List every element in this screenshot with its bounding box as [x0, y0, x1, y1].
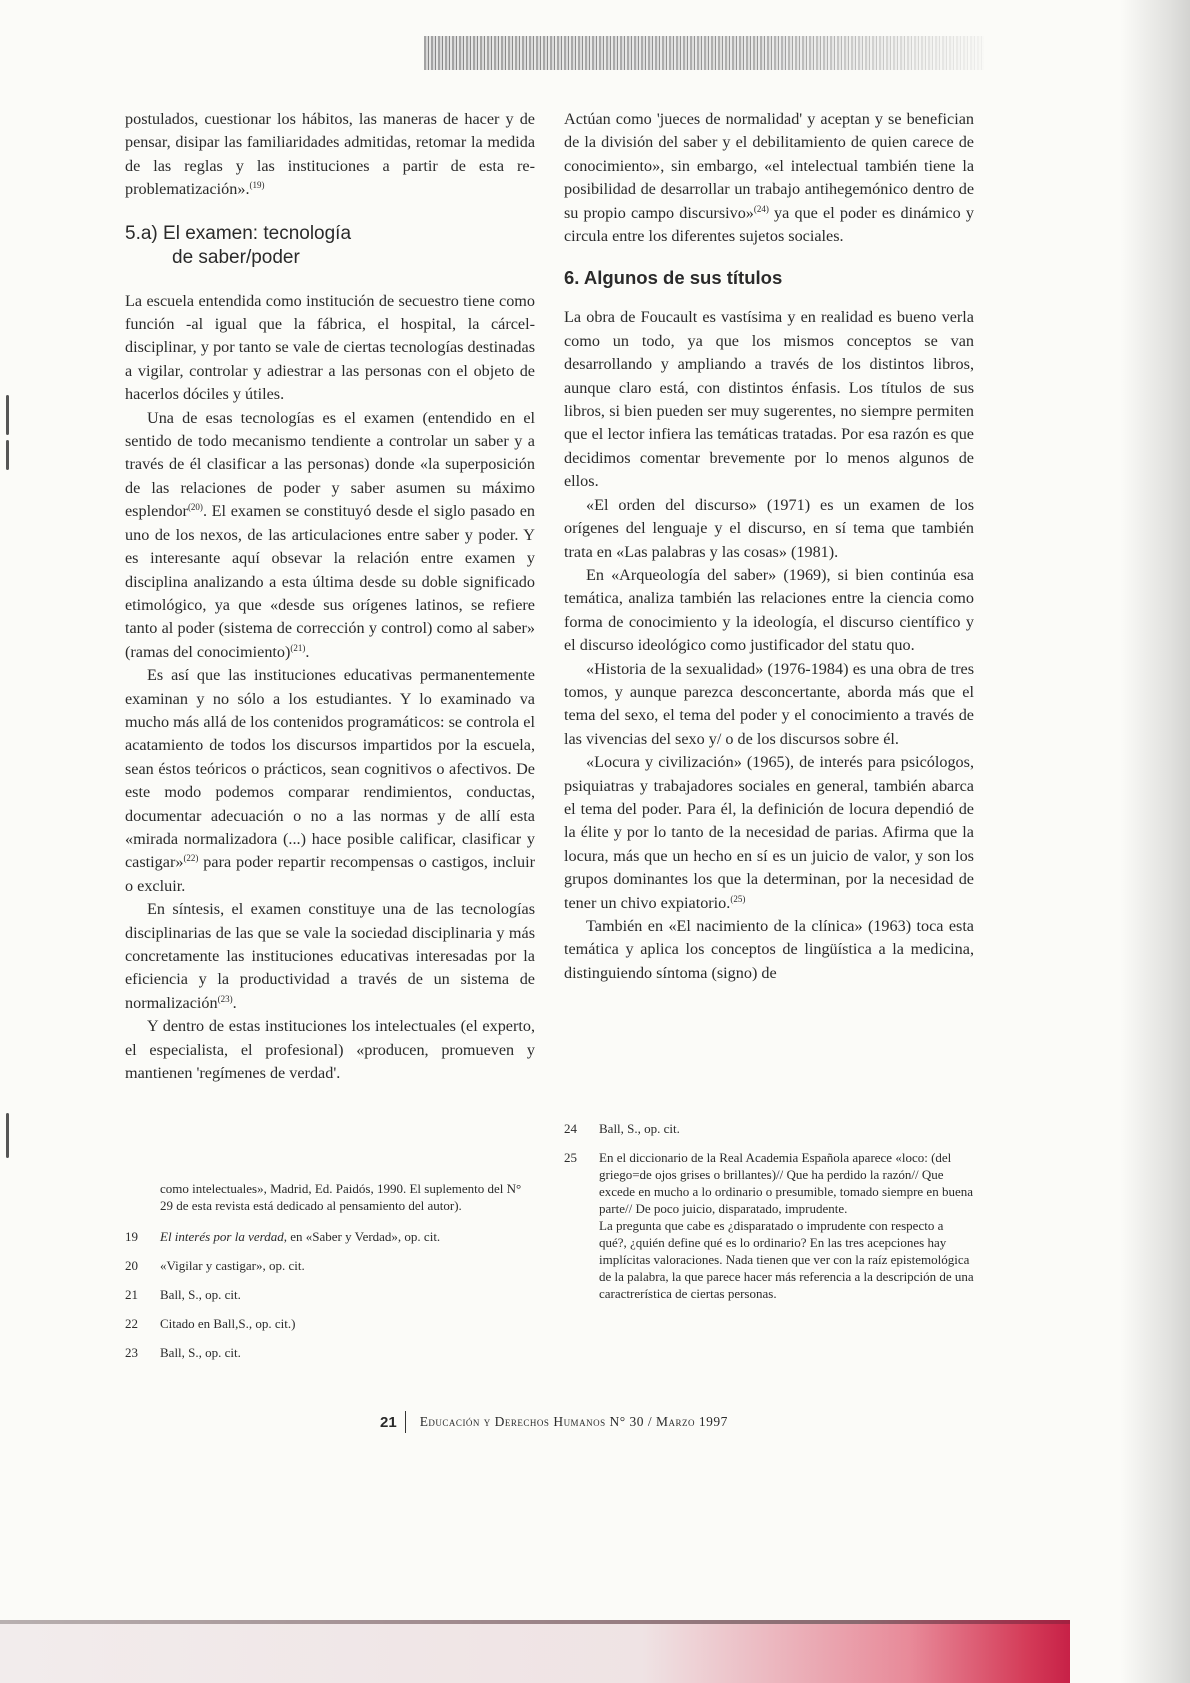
footnote-number: 19: [125, 1229, 138, 1244]
footnotes-left: [125, 1180, 535, 1373]
body-paragraph: La obra de Foucault es vastísima y en realidad es bueno verla como un todo, ya que los mismos conceptos se van desarrollando y ampliando a través de los distintos libros, aunque claro está, con distintos énfasis. Los títulos de sus libros, si bien pueden ser muy sugerentes, no siempre permiten que el lector infiera las temáticas tratadas. Por esa razón es que decidimos comentar brevemente por lo menos algunos de ellos.: [564, 308, 974, 491]
body-paragraph: «El orden del discurso» (1971) es un examen de los orígenes del lenguaje y el discurso, en sí tema que también trata en «Las palabras y las cosas» (1981).: [564, 495, 974, 561]
footnote-ref: (25): [730, 893, 746, 904]
intro-paragraph: postulados, cuestionar los hábitos, las maneras de hacer y de pensar, disipar las familiaridades admitidas, retomar la medida de las reglas y las instituciones a partir de esta re-problematización».$^{(19)}$: [125, 110, 535, 199]
footnote-number: 25: [564, 1150, 577, 1165]
footer-divider: [405, 1411, 406, 1433]
body-paragraph: Una de esas tecnologías es el examen (entendido en el sentido de todo mecanismo tendiente a controlar un saber y a través de él clasificar a las personas) donde «la superposición de las relaciones de poder y saber asumen su máximo esplendor$^{(20)}$. El examen se constituyó desde el siglo pasado en uno de los nexos, de las articulaciones entre saber y poder. Y es interesante aquí obsevar la relación entre examen y disciplina analizando a esta última desde su doble significado etimológico, ya que «desde sus orígenes latinos, se refiere tanto al poder (sistema de corrección y control) como al saber» (ramas del conocimiento)$^{(21)}$.: [125, 408, 535, 661]
left-column: [125, 108, 535, 1085]
section-heading-5a: 5.a) El examen: tecnología de saber/poder: [125, 222, 352, 268]
footnote-number: 21: [125, 1287, 138, 1302]
bottom-red-strip: [0, 1620, 1070, 1683]
body-paragraph: Actúan como 'jueces de normalidad' y aceptan y se benefician de la división del saber y el debilitamiento de quien carece de conocimiento», sin embargo, «el intelectual también tiene la posibilidad de desarrollar un trabajo antihegemónico dentro de su propio campo discursivo»$^{(24)}$ ya que el poder es dinámico y circula entre los diferentes sujetos sociales.: [564, 110, 974, 246]
footnote-ref: (21): [290, 642, 306, 653]
footnote-number: 23: [125, 1345, 138, 1360]
footnote-number: 24: [564, 1121, 577, 1136]
footnote-ref: (19): [249, 180, 265, 191]
page-edge-shadow: [1120, 0, 1190, 1683]
footnote-ref: (20): [187, 502, 203, 513]
footnote-ref: (22): [183, 853, 199, 864]
footnote-ref: (24): [753, 203, 769, 214]
body-paragraph: Es así que las instituciones educativas permanentemente examinan y no sólo a los estudiantes. Y lo examinado va mucho más allá de los contenidos programáticos: se controla el acatamiento de todos los discursos impartidos por la escuela, sean éstos teóricos o prácticos, sean cognitivos o afectivos. De este modo podemos comparar rendimientos, conductas, documentar adecuación o no a las normas y de allí esta «mirada normalizadora (...) hace posible calificar, clasificar y castigar»$^{(22)}$ para poder repartir recompensas o castigos, incluir o excluir.: [125, 666, 535, 895]
header-decorative-bar: [424, 36, 984, 70]
page-number: 21: [380, 1413, 397, 1431]
footnote: 22 Citado en Ball,S., op. cit.): [125, 1316, 296, 1331]
body-paragraph: En «Arqueología del saber» (1969), si bien continúa esa temática, analiza también las relaciones entre la ciencia como forma de conocimiento y la ideología, el discurso científico y el discurso ideológico como justificador del statu quo.: [564, 565, 974, 655]
binding-mark: [6, 1113, 9, 1158]
footnote: 20 «Vigilar y castigar», op. cit.: [125, 1258, 305, 1273]
footnote: 23 Ball, S., op. cit.: [125, 1345, 241, 1360]
footnotes-right: [564, 1120, 974, 1314]
binding-mark: [6, 440, 9, 470]
footnote: 19 El interés por la verdad, en «Saber y Verdad», op. cit.: [125, 1229, 441, 1244]
section-heading-6: 6. Algunos de sus títulos: [564, 267, 783, 289]
binding-mark: [6, 395, 9, 435]
page-footer: [380, 1411, 728, 1433]
footnote-ref: (23): [217, 993, 233, 1004]
footnote-continuation: como intelectuales», Madrid, Ed. Paidós, 1990. El suplemento del N° 29 de esta revista está dedicado al pensamiento del autor).: [160, 1181, 522, 1213]
body-paragraph: La escuela entendida como institución de secuestro tiene como función -al igual que la fábrica, el hospital, la cárcel- disciplinar, y por tanto se vale de ciertas tecnologías destinadas a vigilar, controlar y adiestrar a las personas con el objeto de hacerlos dóciles y útiles.: [125, 291, 535, 404]
body-paragraph: Y dentro de estas instituciones los intelectuales (el experto, el especialista, el profesional) «producen, promueven y mantienen 'regímenes de verdad'.: [125, 1017, 535, 1083]
footnote: 21 Ball, S., op. cit.: [125, 1287, 241, 1302]
footnote: 24 Ball, S., op. cit.: [564, 1121, 680, 1136]
body-paragraph: «Historia de la sexualidad» (1976-1984) es una obra de tres tomos, y aunque parezca desconcertante, aborda más que el tema del sexo, el tema del poder y el conocimiento a través de las vivencias del sexo y/ o de los discursos sobre él.: [564, 659, 974, 748]
footnote-number: 20: [125, 1258, 138, 1273]
body-paragraph: «Locura y civilización» (1965), de interés para psicólogos, psiquiatras y trabajadores sociales en general, también abarca el tema del poder. Para él, la definición de locura dependió de la élite y por lo tanto de la necesidad de parias. Afirma que la locura, más que un hecho en sí es un juicio de valor, y son los grupos dominantes los que la determinan, por la necesidad de tener un chivo expiatorio.$^{(25)}$: [564, 753, 974, 912]
journal-citation: Educación y Derechos Humanos N° 30 / Marzo 1997: [419, 1414, 728, 1429]
body-paragraph: También en «El nacimiento de la clínica» (1963) toca esta temática y aplica los conceptos de lingüística a la medicina, distinguiendo síntoma (signo) de: [564, 917, 974, 982]
right-column: [564, 108, 974, 985]
body-paragraph: En síntesis, el examen constituye una de las tecnologías disciplinarias de las que se vale la sociedad disciplinaria y más concretamente las instituciones educativas interesadas por la eficiencia y la productividad a través de un sistema de normalización$^{(23)}$.: [125, 900, 535, 1012]
footnote: 25 En el diccionario de la Real Academia Española aparece «loco: (del griego=de ojos grises o brillantes)// Que ha perdido la razón// Que excede en mucho a lo ordinario o presumible, tomado siempre en buena parte// De poco juicio, disparatado, imprudente. La pregunta que cabe es ¿disparatado o imprudente con respecto a qué?, ¿quién define qué es lo ordinario? En las tres acepciones hay implícitas valoraciones. Nada tienen que ver con la raíz epistemológica de la palabra, la que parece hacer más referencia a la descripción de una caractrerística de ciertas personas.: [564, 1150, 974, 1301]
footnote-number: 22: [125, 1316, 138, 1331]
